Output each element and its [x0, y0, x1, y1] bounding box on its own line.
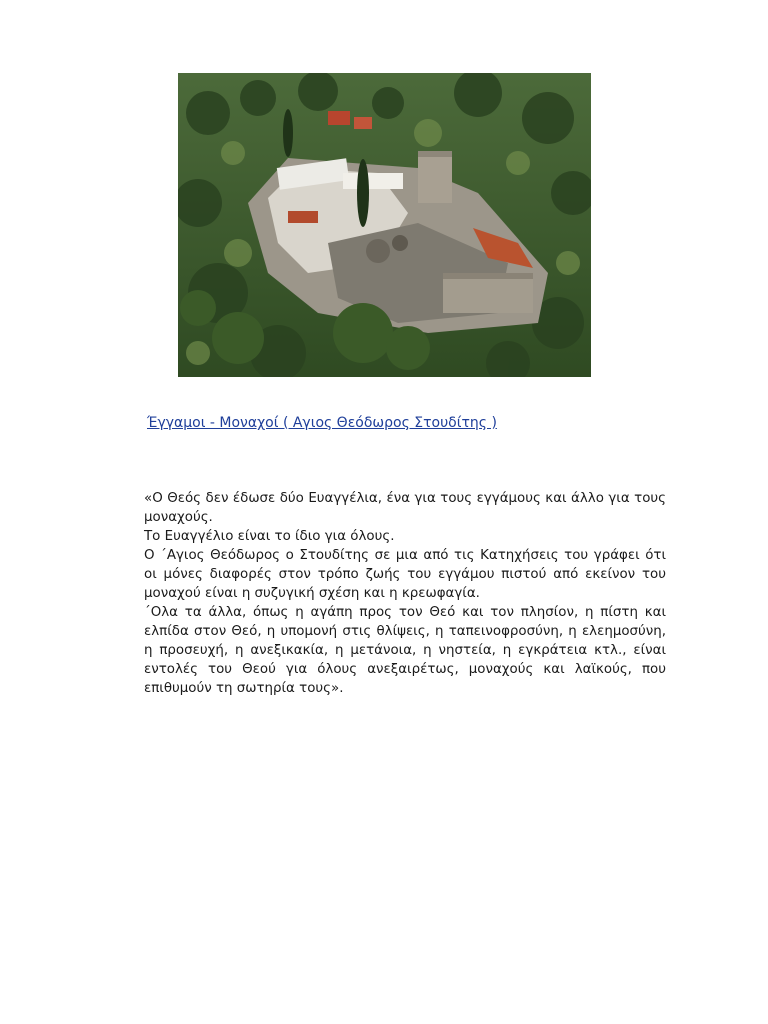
body-text — [144, 489, 666, 698]
monastery-aerial-photo — [178, 73, 591, 377]
title-link[interactable]: Έγγαμοι - Μοναχοί ( Αγιος Θεόδωρος Στουδίτης ) — [147, 415, 497, 431]
paragraph: «Ο Θεός δεν έδωσε δύο Ευαγγέλια, ένα για τους εγγάμους και άλλο για τους μοναχούς. — [144, 491, 666, 525]
paragraph: ΄Ολα τα άλλα, όπως η αγάπη προς τον Θεό και τον πλησίον, η πίστη και ελπίδα στον Θεό, η υπομονή στις θλίψεις, η ταπεινοφροσύνη, η ελεημοσύνη, η προσευχή, η ανεξικακία, η μετάνοια, η νηστεία, η εγκράτεια κτλ., είναι εντολές του Θεού για όλους ανεξαιρέτως, μοναχούς και λαϊκούς, που επιθυμούν τη σωτηρία τους». — [144, 605, 666, 696]
monastery-illustration — [178, 73, 591, 377]
paragraph: Ο ΄Αγιος Θεόδωρος ο Στουδίτης σε μια από τις Κατηχήσεις του γράφει ότι οι μόνες διαφορές στον τρόπο ζωής του εγγάμου πιστού από εκείνον του μοναχού είναι η συζυγική σχέση και η κρεωφαγία. — [144, 548, 666, 601]
paragraph: Το Ευαγγέλιο είναι το ίδιο για όλους. — [144, 529, 395, 544]
